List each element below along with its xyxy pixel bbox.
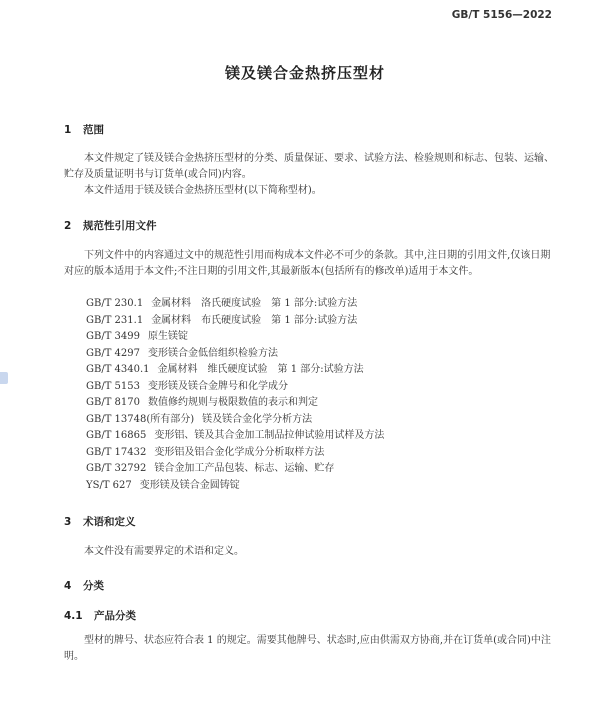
subsection-4-1-paragraph: 型材的牌号、状态应符合表 1 的规定。需要其他牌号、状态时,应由供需双方协商,并在订货单(或合同)中注明。 [64, 635, 551, 662]
reference-title: 原生镁锭 [148, 331, 189, 342]
section-title: 范围 [83, 124, 104, 136]
section-number: 4 [64, 580, 72, 592]
reference-title: 镁及镁合金化学分析方法 [202, 413, 313, 425]
reference-code: GB/T 230.1 [86, 298, 144, 309]
reference-code: GB/T 16865 [86, 430, 147, 441]
reference-item [86, 379, 384, 396]
reference-item [86, 445, 384, 462]
subsection-number: 4.1 [64, 610, 83, 622]
section-4-heading [64, 578, 104, 593]
reference-code: GB/T 13748(所有部分) [86, 413, 195, 425]
reference-title: 变形镁合金低倍组织检验方法 [148, 347, 279, 359]
section-3-paragraph: 本文件没有需要界定的术语和定义。 [84, 546, 244, 557]
reference-title: 变形铝、镁及其合金加工制品拉伸试验用试样及方法 [154, 430, 385, 441]
reference-item [86, 461, 384, 478]
reference-code: GB/T 32792 [86, 463, 147, 474]
section-1-paragraph-2: 本文件适用于镁及镁合金热挤压型材(以下简称型材)。 [84, 185, 322, 196]
section-number: 1 [64, 124, 72, 136]
section-1-heading [64, 122, 104, 137]
section-2-heading [64, 218, 157, 233]
section-title: 分类 [83, 580, 104, 592]
standard-number: GB/T 5156—2022 [451, 9, 552, 21]
reference-item [86, 329, 384, 346]
section-number: 3 [64, 516, 72, 528]
reference-item [86, 313, 384, 330]
subsection-4-1-heading [64, 608, 136, 623]
reference-code: GB/T 5153 [86, 380, 141, 392]
reference-code: GB/T 4340.1 [86, 364, 150, 375]
document-title: 镁及镁合金热挤压型材 [224, 64, 385, 82]
section-number: 2 [64, 220, 72, 232]
reference-item [86, 395, 384, 412]
reference-title: 镁合金加工产品包装、标志、运输、贮存 [154, 463, 335, 474]
reference-item [86, 296, 384, 313]
reference-item [86, 346, 384, 363]
reference-title: 变形镁及镁合金圆铸锭 [139, 479, 240, 491]
reference-item [86, 362, 384, 379]
reference-title: 金属材料 布氏硬度试验 第 1 部分:试验方法 [151, 314, 358, 326]
reference-code: GB/T 231.1 [86, 314, 144, 326]
reference-title: 金属材料 洛氏硬度试验 第 1 部分:试验方法 [151, 298, 358, 309]
reference-title: 变形铝及铝合金化学成分分析取样方法 [154, 446, 325, 458]
reference-title: 数值修约规则与极限数值的表示和判定 [148, 397, 319, 408]
reference-code: YS/T 627 [86, 479, 132, 491]
section-title: 术语和定义 [83, 516, 136, 528]
section-3-heading [64, 514, 136, 529]
reference-list [86, 296, 384, 494]
side-tab-marker [0, 372, 8, 384]
reference-item [86, 428, 384, 445]
reference-title: 金属材料 维氏硬度试验 第 1 部分:试验方法 [157, 364, 364, 375]
section-2-intro: 下列文件中的内容通过文中的规范性引用而构成本文件必不可少的条款。其中,注日期的引用文件,仅该日期对应的版本适用于本文件;不注日期的引用文件,其最新版本(包括所有的修改单)适用于本文件。 [64, 250, 551, 277]
section-1-paragraph-1: 本文件规定了镁及镁合金热挤压型材的分类、质量保证、要求、试验方法、检验规则和标志、包装、运输、贮存及质量证明书与订货单(或合同)内容。 [64, 153, 554, 180]
reference-code: GB/T 3499 [86, 331, 141, 342]
reference-item [86, 412, 384, 429]
subsection-title: 产品分类 [94, 610, 136, 622]
reference-code: GB/T 8170 [86, 397, 141, 408]
section-title: 规范性引用文件 [83, 220, 157, 232]
reference-code: GB/T 17432 [86, 446, 147, 458]
reference-code: GB/T 4297 [86, 347, 141, 359]
reference-item [86, 478, 384, 495]
reference-title: 变形镁及镁合金牌号和化学成分 [148, 380, 289, 392]
